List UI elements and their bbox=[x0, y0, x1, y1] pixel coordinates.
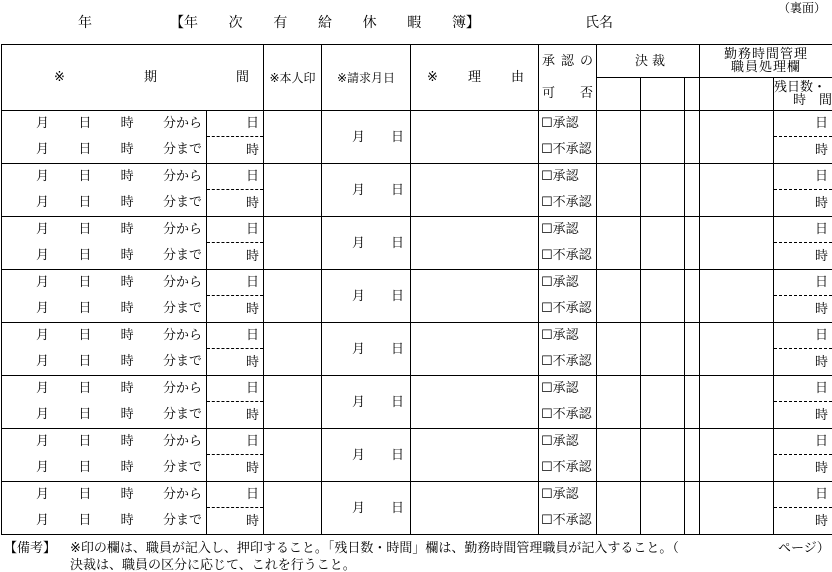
period-from-part: 月 bbox=[36, 381, 50, 397]
period-until-part: 時 bbox=[120, 513, 134, 529]
period-from[interactable] bbox=[2, 376, 207, 402]
request-date-cell[interactable] bbox=[322, 376, 411, 429]
hours-cell[interactable] bbox=[207, 190, 264, 217]
days-cell[interactable] bbox=[207, 270, 264, 296]
period-until-part: 日 bbox=[78, 248, 92, 264]
decision-cell[interactable] bbox=[597, 482, 641, 535]
hours-cell[interactable] bbox=[207, 296, 264, 323]
approve-checkbox[interactable]: ☐承認 bbox=[539, 270, 597, 296]
period-from-part: 日 bbox=[78, 116, 92, 132]
period-from-part: 分から bbox=[162, 381, 202, 397]
decision-cell[interactable] bbox=[685, 376, 700, 429]
hour-unit: 時 bbox=[245, 354, 259, 370]
period-until-part: 分まで bbox=[162, 460, 202, 476]
hour-unit: 時 bbox=[815, 301, 829, 317]
hour-unit: 時 bbox=[815, 460, 829, 476]
period-from[interactable] bbox=[2, 323, 207, 349]
period-header-char: 期 bbox=[143, 70, 157, 85]
period-until[interactable] bbox=[2, 137, 207, 164]
period-from-part: 日 bbox=[78, 222, 92, 238]
period-from-part: 時 bbox=[120, 169, 134, 185]
decision-cell[interactable] bbox=[685, 164, 700, 217]
days-cell[interactable] bbox=[207, 482, 264, 508]
decision-cell[interactable] bbox=[597, 270, 641, 323]
table-row bbox=[2, 111, 832, 137]
period-until-part: 時 bbox=[120, 407, 134, 423]
reject-checkbox[interactable]: ☐不承認 bbox=[539, 349, 597, 376]
period-until[interactable] bbox=[2, 190, 207, 217]
reason-cell[interactable] bbox=[411, 111, 539, 164]
day-unit: 日 bbox=[815, 169, 829, 184]
period-until-part: 月 bbox=[36, 407, 50, 423]
seal-cell[interactable] bbox=[264, 164, 322, 217]
days-cell[interactable] bbox=[207, 217, 264, 243]
decision-cell[interactable] bbox=[685, 429, 700, 482]
table-row bbox=[2, 376, 832, 402]
request-date-header: ※請求月日 bbox=[322, 45, 411, 111]
name-label: 氏名 bbox=[585, 15, 613, 31]
period-from[interactable] bbox=[2, 270, 207, 296]
mgmt-spacer bbox=[700, 376, 774, 429]
approve-checkbox[interactable]: ☐承認 bbox=[539, 323, 597, 349]
decision-cell[interactable] bbox=[685, 111, 700, 164]
decision-header-char: 裁 bbox=[652, 53, 666, 69]
period-header bbox=[2, 45, 264, 111]
period-until-part: 日 bbox=[78, 513, 92, 529]
period-from[interactable] bbox=[2, 482, 207, 508]
period-until-part: 月 bbox=[36, 460, 50, 476]
period-until-part: 月 bbox=[36, 142, 50, 158]
table-row bbox=[2, 164, 832, 190]
request-day: 日 bbox=[390, 341, 404, 357]
title-char: 簿】 bbox=[451, 15, 480, 31]
reason-cell[interactable] bbox=[411, 376, 539, 429]
period-until-part: 時 bbox=[120, 301, 134, 317]
period-from-part: 月 bbox=[36, 275, 50, 291]
period-header-mark: ※ bbox=[54, 70, 65, 85]
decision-cell[interactable] bbox=[641, 164, 685, 217]
form-title bbox=[170, 16, 480, 30]
request-day: 日 bbox=[390, 500, 404, 516]
period-from[interactable] bbox=[2, 111, 207, 137]
period-until[interactable] bbox=[2, 402, 207, 429]
request-date-cell[interactable] bbox=[322, 323, 411, 376]
request-date-cell[interactable] bbox=[322, 482, 411, 535]
period-until-part: 分まで bbox=[162, 195, 202, 211]
decision-cell[interactable] bbox=[641, 78, 685, 111]
period-until-part: 時 bbox=[120, 195, 134, 211]
mgmt-spacer bbox=[700, 78, 774, 111]
hour-unit: 時 bbox=[245, 460, 259, 476]
approval-header-bottom bbox=[539, 78, 597, 111]
remaining-hours-cell[interactable] bbox=[774, 349, 832, 376]
notes-label: 【備考】 bbox=[4, 541, 57, 556]
seal-cell[interactable] bbox=[264, 270, 322, 323]
decision-cell[interactable] bbox=[641, 111, 685, 164]
hour-unit: 時 bbox=[815, 195, 829, 211]
approve-checkbox[interactable]: ☐承認 bbox=[539, 429, 597, 455]
request-month: 月 bbox=[352, 129, 366, 145]
decision-cell[interactable] bbox=[597, 429, 641, 482]
remaining-hours-cell[interactable] bbox=[774, 190, 832, 217]
table-row bbox=[2, 270, 832, 296]
day-unit: 日 bbox=[245, 116, 259, 131]
reject-checkbox[interactable]: ☐不承認 bbox=[539, 402, 597, 429]
days-cell[interactable] bbox=[207, 164, 264, 190]
days-cell[interactable] bbox=[207, 111, 264, 137]
period-from-part: 日 bbox=[78, 169, 92, 185]
request-month: 月 bbox=[352, 447, 366, 463]
period-from-part: 時 bbox=[120, 434, 134, 450]
day-unit: 日 bbox=[245, 328, 259, 343]
hour-unit: 時 bbox=[815, 354, 829, 370]
title-char: 有 bbox=[273, 15, 288, 31]
hour-unit: 時 bbox=[245, 248, 259, 264]
mgmt-header-line: 勤務時間管理 bbox=[724, 47, 809, 62]
period-until-part: 月 bbox=[36, 301, 50, 317]
leave-register-table bbox=[1, 44, 832, 535]
title-char: 【年 bbox=[170, 15, 198, 31]
hour-unit: 時 bbox=[815, 248, 829, 264]
period-from[interactable] bbox=[2, 217, 207, 243]
days-cell[interactable] bbox=[207, 323, 264, 349]
period-until-part: 月 bbox=[36, 248, 50, 264]
notes-line-1: ※印の欄は、職員が記入し、押印すること。「残日数・時間」欄は、勤務時間管理職員が記入すること。（ bbox=[70, 541, 679, 556]
decision-cell[interactable] bbox=[597, 217, 641, 270]
request-month: 月 bbox=[352, 500, 366, 516]
period-from-part: 日 bbox=[78, 487, 92, 503]
period-header-char: 間 bbox=[235, 70, 249, 85]
period-until-part: 分まで bbox=[162, 513, 202, 529]
decision-cell[interactable] bbox=[685, 323, 700, 376]
day-unit: 日 bbox=[815, 222, 829, 237]
period-until-part: 月 bbox=[36, 354, 50, 370]
remaining-header bbox=[774, 78, 832, 111]
decision-header bbox=[597, 45, 700, 78]
seal-cell[interactable] bbox=[264, 323, 322, 376]
mgmt-spacer bbox=[700, 164, 774, 217]
remaining-hours-cell[interactable] bbox=[774, 455, 832, 482]
period-until-part: 時 bbox=[120, 460, 134, 476]
reject-checkbox[interactable]: ☐不承認 bbox=[539, 137, 597, 164]
request-day: 日 bbox=[390, 288, 404, 304]
reason-header-mark: ※ bbox=[427, 70, 438, 85]
remaining-days-cell[interactable] bbox=[774, 164, 832, 190]
seal-cell[interactable] bbox=[264, 482, 322, 535]
period-until-part: 日 bbox=[78, 142, 92, 158]
remaining-hours-cell[interactable] bbox=[774, 508, 832, 535]
reject-checkbox[interactable]: ☐不承認 bbox=[539, 190, 597, 217]
period-until-part: 分まで bbox=[162, 407, 202, 423]
request-date-cell[interactable] bbox=[322, 270, 411, 323]
request-day: 日 bbox=[390, 235, 404, 251]
reason-header bbox=[411, 45, 539, 111]
period-until-part: 日 bbox=[78, 354, 92, 370]
hour-unit: 時 bbox=[815, 513, 829, 529]
period-until-part: 月 bbox=[36, 195, 50, 211]
title-char: 暇 bbox=[407, 15, 422, 31]
decision-cell[interactable] bbox=[685, 270, 700, 323]
remaining-hours-cell[interactable] bbox=[774, 243, 832, 270]
remaining-days-cell[interactable] bbox=[774, 376, 832, 402]
period-until-part: 分まで bbox=[162, 248, 202, 264]
approve-checkbox[interactable]: ☐承認 bbox=[539, 164, 597, 190]
request-date-cell[interactable] bbox=[322, 164, 411, 217]
hours-cell[interactable] bbox=[207, 402, 264, 429]
mgmt-spacer bbox=[700, 323, 774, 376]
hour-unit: 時 bbox=[245, 407, 259, 423]
notes-line-2: 決裁は、職員の区分に応じて、これを行うこと。 bbox=[70, 558, 356, 572]
period-from-part: 月 bbox=[36, 487, 50, 503]
mgmt-spacer bbox=[700, 270, 774, 323]
seal-cell[interactable] bbox=[264, 217, 322, 270]
approval-header-char: 認 bbox=[560, 53, 574, 69]
hour-unit: 時 bbox=[815, 407, 829, 423]
leave-rows bbox=[2, 111, 832, 535]
approve-checkbox[interactable]: ☐承認 bbox=[539, 217, 597, 243]
day-unit: 日 bbox=[815, 328, 829, 343]
year-label: 年 bbox=[78, 15, 92, 31]
decision-cell[interactable] bbox=[641, 270, 685, 323]
hour-unit: 時 bbox=[815, 142, 829, 158]
decision-cell[interactable] bbox=[597, 323, 641, 376]
day-unit: 日 bbox=[815, 487, 829, 502]
decision-cell[interactable] bbox=[597, 78, 641, 111]
mgmt-spacer bbox=[700, 217, 774, 270]
side-label: （裏面） bbox=[777, 1, 826, 15]
remaining-days-cell[interactable] bbox=[774, 217, 832, 243]
mgmt-header-line: 職員処理欄 bbox=[731, 60, 802, 75]
period-until-part: 分まで bbox=[162, 142, 202, 158]
period-from-part: 時 bbox=[120, 381, 134, 397]
period-from-part: 分から bbox=[162, 116, 202, 132]
decision-cell[interactable] bbox=[641, 429, 685, 482]
day-unit: 日 bbox=[815, 381, 829, 396]
decision-cell[interactable] bbox=[685, 78, 700, 111]
request-day: 日 bbox=[390, 182, 404, 198]
hours-cell[interactable] bbox=[207, 243, 264, 270]
notes-page: ページ） bbox=[778, 541, 830, 556]
remaining-hours-cell[interactable] bbox=[774, 402, 832, 429]
remaining-hours-cell[interactable] bbox=[774, 137, 832, 164]
reason-cell[interactable] bbox=[411, 323, 539, 376]
period-from-part: 日 bbox=[78, 381, 92, 397]
day-unit: 日 bbox=[245, 487, 259, 502]
period-from[interactable] bbox=[2, 429, 207, 455]
reject-checkbox[interactable]: ☐不承認 bbox=[539, 243, 597, 270]
day-unit: 日 bbox=[245, 169, 259, 184]
period-from-part: 時 bbox=[120, 275, 134, 291]
period-from-part: 時 bbox=[120, 222, 134, 238]
period-from-part: 日 bbox=[78, 328, 92, 344]
hours-cell[interactable] bbox=[207, 137, 264, 164]
period-from-part: 時 bbox=[120, 328, 134, 344]
period-from-part: 月 bbox=[36, 116, 50, 132]
remaining-days-cell[interactable] bbox=[774, 482, 832, 508]
table-row bbox=[2, 429, 832, 455]
day-unit: 日 bbox=[245, 381, 259, 396]
reason-header-char: 由 bbox=[510, 70, 524, 85]
reject-checkbox[interactable]: ☐不承認 bbox=[539, 455, 597, 482]
reason-header-char: 理 bbox=[467, 70, 481, 85]
period-from-part: 分から bbox=[162, 328, 202, 344]
request-date-cell[interactable] bbox=[322, 217, 411, 270]
table-row bbox=[2, 482, 832, 508]
request-month: 月 bbox=[352, 288, 366, 304]
decision-cell[interactable] bbox=[641, 323, 685, 376]
remaining-hours-cell[interactable] bbox=[774, 296, 832, 323]
period-from-part: 時 bbox=[120, 487, 134, 503]
decision-cell[interactable] bbox=[685, 217, 700, 270]
remaining-days-cell[interactable] bbox=[774, 323, 832, 349]
approval-header-char: の bbox=[579, 53, 593, 69]
seal-header: ※本人印 bbox=[264, 45, 322, 111]
request-date-cell[interactable] bbox=[322, 429, 411, 482]
period-from-part: 分から bbox=[162, 275, 202, 291]
hour-unit: 時 bbox=[245, 195, 259, 211]
decision-cell[interactable] bbox=[597, 376, 641, 429]
period-until[interactable] bbox=[2, 508, 207, 535]
period-until-part: 時 bbox=[120, 142, 134, 158]
mgmt-spacer bbox=[700, 429, 774, 482]
day-unit: 日 bbox=[815, 434, 829, 449]
table-row bbox=[2, 217, 832, 243]
request-month: 月 bbox=[352, 394, 366, 410]
reason-cell[interactable] bbox=[411, 270, 539, 323]
decision-header-char: 決 bbox=[635, 53, 649, 69]
hours-cell[interactable] bbox=[207, 508, 264, 535]
title-char: 給 bbox=[317, 15, 332, 31]
request-day: 日 bbox=[390, 129, 404, 145]
period-from-part: 月 bbox=[36, 222, 50, 238]
period-until-part: 日 bbox=[78, 407, 92, 423]
approval-header-top bbox=[539, 45, 597, 78]
period-from[interactable] bbox=[2, 164, 207, 190]
decision-cell[interactable] bbox=[641, 482, 685, 535]
period-until[interactable] bbox=[2, 455, 207, 482]
request-day: 日 bbox=[390, 447, 404, 463]
period-until-part: 時 bbox=[120, 248, 134, 264]
days-cell[interactable] bbox=[207, 429, 264, 455]
hour-unit: 時 bbox=[245, 142, 259, 158]
approval-header-char: 否 bbox=[579, 86, 593, 102]
approve-checkbox[interactable]: ☐承認 bbox=[539, 376, 597, 402]
title-char: 休 bbox=[362, 15, 377, 31]
seal-cell[interactable] bbox=[264, 429, 322, 482]
period-until-part: 分まで bbox=[162, 354, 202, 370]
period-from-part: 分から bbox=[162, 222, 202, 238]
remaining-days-cell[interactable] bbox=[774, 429, 832, 455]
table-row bbox=[2, 323, 832, 349]
seal-cell[interactable] bbox=[264, 376, 322, 429]
reason-cell[interactable] bbox=[411, 164, 539, 217]
approve-checkbox[interactable]: ☐承認 bbox=[539, 111, 597, 137]
period-until-part: 月 bbox=[36, 513, 50, 529]
period-from-part: 日 bbox=[78, 434, 92, 450]
period-until-part: 時 bbox=[120, 354, 134, 370]
period-until[interactable] bbox=[2, 243, 207, 270]
remaining-header-line: 残日数・ bbox=[774, 80, 827, 95]
mgmt-spacer bbox=[700, 482, 774, 535]
request-date-cell[interactable] bbox=[322, 111, 411, 164]
period-until[interactable] bbox=[2, 349, 207, 376]
mgmt-spacer bbox=[700, 111, 774, 164]
day-unit: 日 bbox=[815, 116, 829, 131]
period-from-part: 月 bbox=[36, 434, 50, 450]
remaining-days-cell[interactable] bbox=[774, 270, 832, 296]
hours-cell[interactable] bbox=[207, 349, 264, 376]
period-from-part: 分から bbox=[162, 434, 202, 450]
days-cell[interactable] bbox=[207, 376, 264, 402]
mgmt-header bbox=[700, 45, 832, 78]
day-unit: 日 bbox=[815, 275, 829, 290]
decision-cell[interactable] bbox=[685, 482, 700, 535]
day-unit: 日 bbox=[245, 222, 259, 237]
period-until-part: 日 bbox=[78, 195, 92, 211]
decision-cell[interactable] bbox=[597, 111, 641, 164]
remaining-header-line: 時 間 bbox=[793, 93, 832, 108]
period-until-part: 日 bbox=[78, 301, 92, 317]
hour-unit: 時 bbox=[245, 513, 259, 529]
approval-header-char: 可 bbox=[542, 86, 556, 102]
period-from-part: 時 bbox=[120, 116, 134, 132]
reason-cell[interactable] bbox=[411, 482, 539, 535]
reason-cell[interactable] bbox=[411, 217, 539, 270]
request-month: 月 bbox=[352, 235, 366, 251]
remaining-days-cell[interactable] bbox=[774, 111, 832, 137]
period-from-part: 分から bbox=[162, 487, 202, 503]
day-unit: 日 bbox=[245, 275, 259, 290]
seal-cell[interactable] bbox=[264, 111, 322, 164]
reject-checkbox[interactable]: ☐不承認 bbox=[539, 508, 597, 535]
hour-unit: 時 bbox=[245, 301, 259, 317]
title-char: 次 bbox=[228, 15, 243, 31]
period-until[interactable] bbox=[2, 296, 207, 323]
request-day: 日 bbox=[390, 394, 404, 410]
reject-checkbox[interactable]: ☐不承認 bbox=[539, 296, 597, 323]
decision-cell[interactable] bbox=[641, 217, 685, 270]
period-until-part: 分まで bbox=[162, 301, 202, 317]
day-unit: 日 bbox=[245, 434, 259, 449]
approve-checkbox[interactable]: ☐承認 bbox=[539, 482, 597, 508]
request-month: 月 bbox=[352, 341, 366, 357]
approval-header-char: 承 bbox=[542, 53, 556, 69]
period-until-part: 日 bbox=[78, 460, 92, 476]
request-month: 月 bbox=[352, 182, 366, 198]
hours-cell[interactable] bbox=[207, 455, 264, 482]
reason-cell[interactable] bbox=[411, 429, 539, 482]
period-from-part: 月 bbox=[36, 328, 50, 344]
period-from-part: 分から bbox=[162, 169, 202, 185]
decision-cell[interactable] bbox=[641, 376, 685, 429]
decision-cell[interactable] bbox=[597, 164, 641, 217]
period-from-part: 日 bbox=[78, 275, 92, 291]
period-from-part: 月 bbox=[36, 169, 50, 185]
